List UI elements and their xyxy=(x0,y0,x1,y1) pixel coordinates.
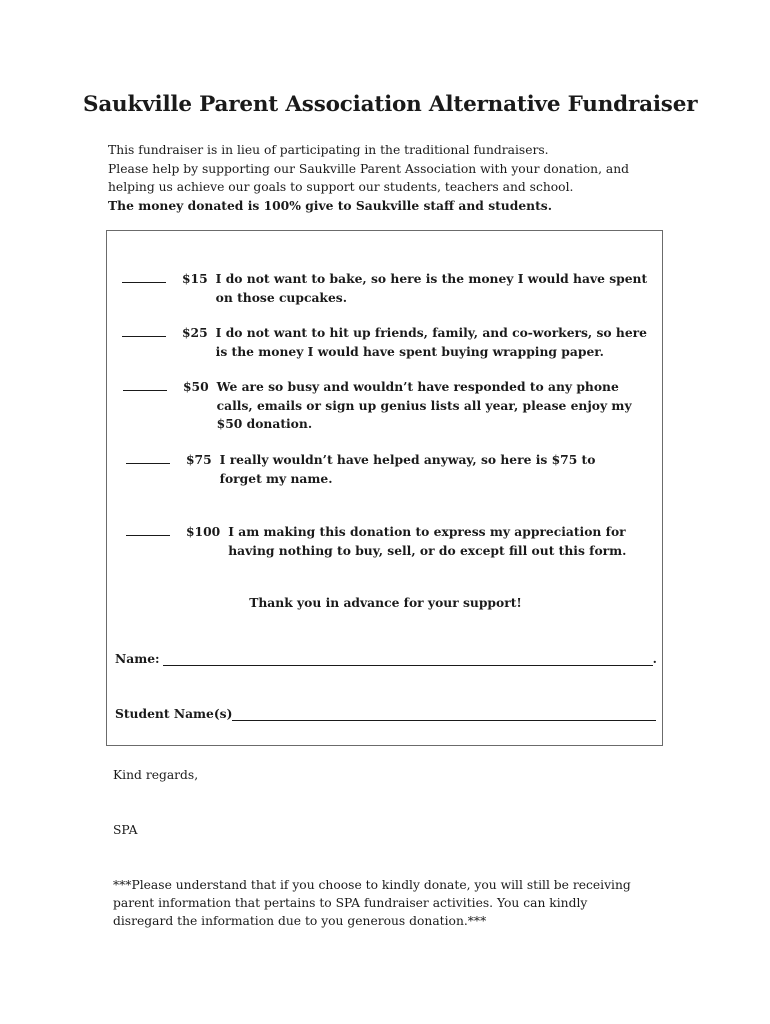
donation-description xyxy=(217,378,653,434)
intro-line: This fundraiser is in lieu of participating in the traditional fundraisers. xyxy=(108,143,549,157)
intro-paragraph xyxy=(108,141,688,215)
description-line: I am making this donation to express my appreciation for xyxy=(228,524,626,539)
donation-option-100 xyxy=(126,523,656,560)
student-name-label: Student Name(s) xyxy=(115,706,233,721)
donation-blank-25[interactable] xyxy=(122,324,166,337)
donation-description xyxy=(216,270,652,307)
note-line: ***Please understand that if you choose to kindly donate, you will still be receiving xyxy=(113,878,631,892)
donation-description xyxy=(228,523,656,560)
donation-option-15 xyxy=(122,270,652,307)
description-line: I do not want to bake, so here is the money I would have spent xyxy=(215,271,648,286)
donation-blank-15[interactable] xyxy=(122,270,166,283)
description-line: is the money I would have spent buying wrapping paper. xyxy=(215,343,604,359)
description-line: on those cupcakes. xyxy=(215,289,347,305)
name-field-row xyxy=(115,651,657,666)
student-name-field-row xyxy=(115,706,656,721)
name-input-line[interactable] xyxy=(163,653,653,666)
intro-bold-statement: The money donated is 100% give to Saukville staff and students. xyxy=(108,197,552,213)
name-label: Name: xyxy=(115,651,160,666)
name-line-end: . xyxy=(652,651,657,666)
donation-amount: $100 xyxy=(186,524,221,539)
description-line: I do not want to hit up friends, family, and co-workers, so here xyxy=(215,325,647,340)
donation-amount: $75 xyxy=(186,452,212,467)
donation-option-75 xyxy=(126,451,656,488)
intro-line: helping us achieve our goals to support our students, teachers and school. xyxy=(108,180,574,194)
donation-amount: $25 xyxy=(182,325,208,340)
intro-line: Please help by supporting our Saukville Parent Association with your donation, and xyxy=(108,161,630,176)
donation-form-box xyxy=(106,230,663,746)
donation-amount: $15 xyxy=(182,271,208,286)
thank-you-message: Thank you in advance for your support! xyxy=(249,595,522,610)
donation-description xyxy=(216,324,652,361)
donation-blank-75[interactable] xyxy=(126,451,170,464)
donation-option-25 xyxy=(122,324,652,361)
description-line: I really wouldn’t have helped anyway, so here is $75 to xyxy=(219,452,596,467)
donation-blank-50[interactable] xyxy=(123,378,167,391)
closing-signature: SPA xyxy=(113,823,138,837)
page-title: Saukville Parent Association Alternative Fundraiser xyxy=(83,92,698,117)
description-line: $50 donation. xyxy=(216,416,313,431)
description-line: forget my name. xyxy=(219,470,333,486)
donation-description xyxy=(220,451,656,488)
description-line: having nothing to buy, sell, or do except fill out this form. xyxy=(228,542,627,558)
donation-amount: $50 xyxy=(183,379,209,394)
disclaimer-note xyxy=(113,876,673,930)
note-line: disregard the information due to you generous donation.*** xyxy=(113,914,487,928)
donation-blank-100[interactable] xyxy=(126,523,170,536)
closing-regards: Kind regards, xyxy=(113,768,199,782)
donation-option-50 xyxy=(123,378,653,434)
description-line: We are so busy and wouldn’t have responded to any phone xyxy=(216,379,619,394)
student-name-input-line[interactable] xyxy=(232,708,656,721)
description-line: calls, emails or sign up genius lists all year, please enjoy my xyxy=(216,397,632,413)
note-line: parent information that pertains to SPA fundraiser activities. You can kindly xyxy=(113,896,588,910)
